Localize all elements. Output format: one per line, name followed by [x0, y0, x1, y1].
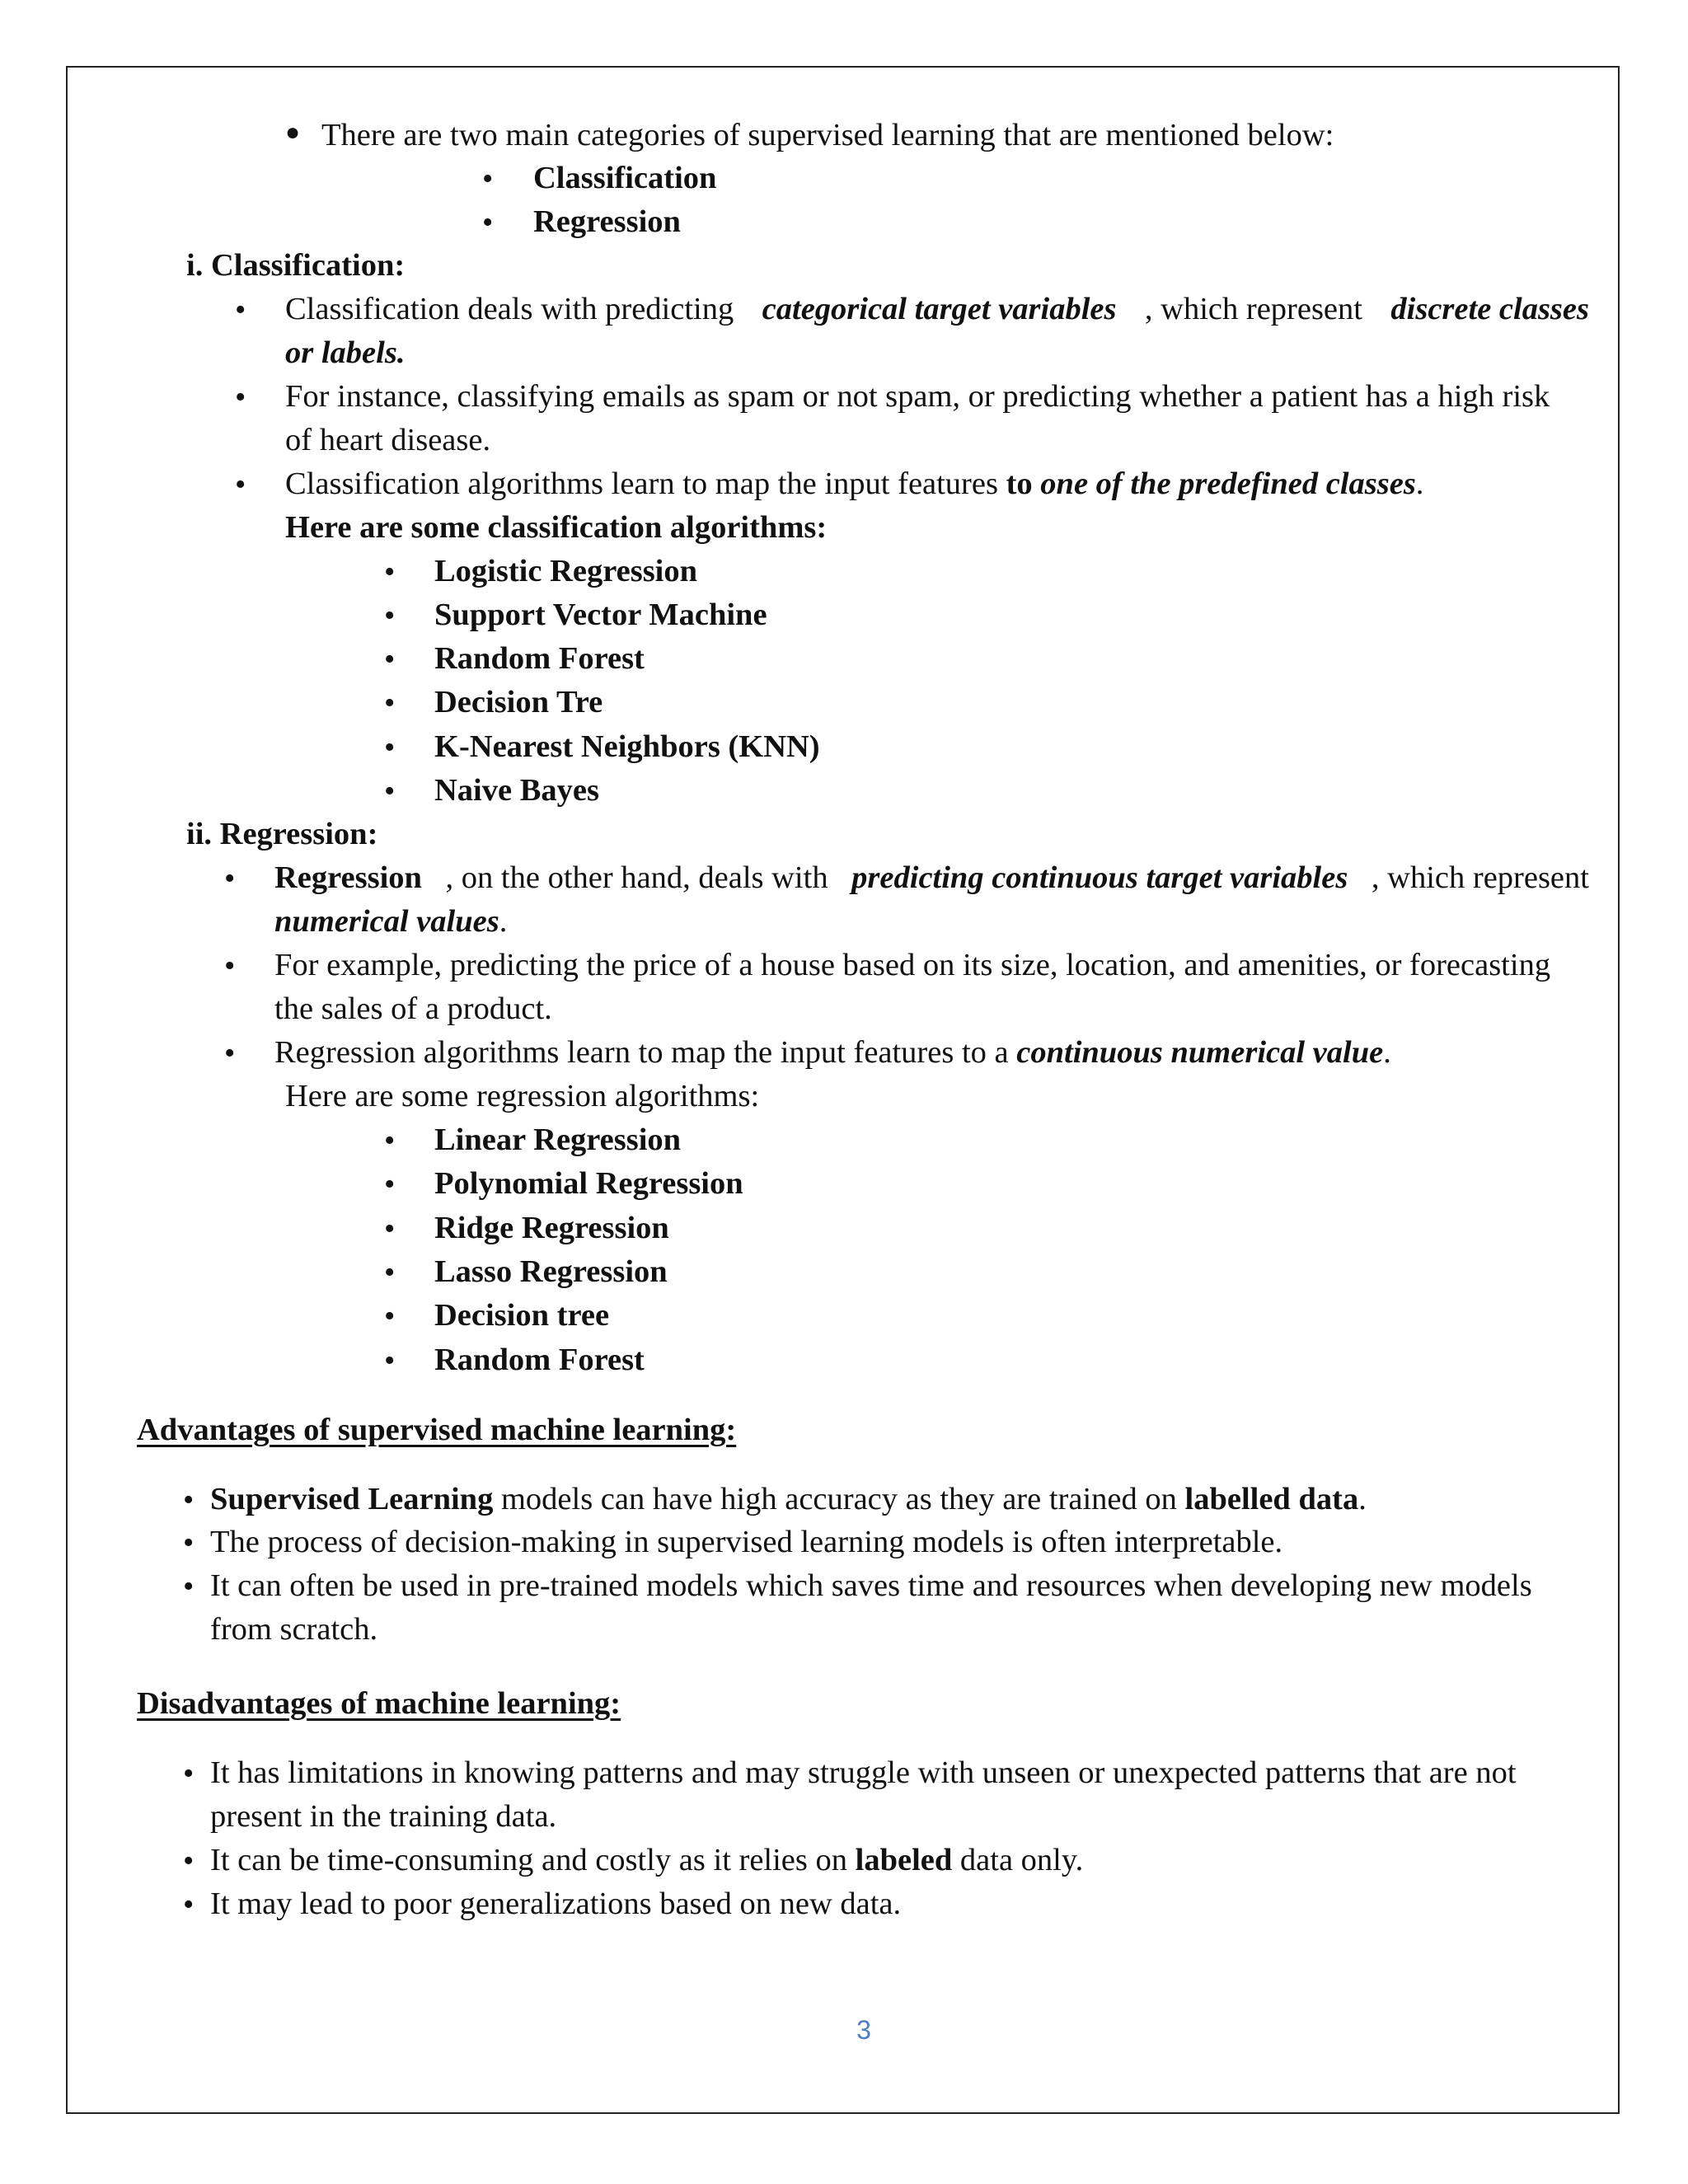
- bullet-icon: •: [482, 162, 494, 196]
- text: Classification deals with predicting: [285, 292, 734, 326]
- disadvantage-item: It may lead to poor generalizations based on new data.: [210, 1886, 902, 1921]
- advantage-item: The process of decision-making in supervised learning models is often interpretable.: [210, 1525, 1283, 1559]
- disadvantages-heading: Disadvantages of machine learning:: [137, 1686, 621, 1721]
- emphasis: Supervised Learning: [210, 1482, 494, 1516]
- algorithm-item: Linear Regression: [434, 1122, 682, 1157]
- text: models can have high accuracy as they are trained on: [493, 1482, 1185, 1516]
- advantage-item: It can often be used in pre-trained models which saves time and resources when developing new models: [210, 1568, 1532, 1603]
- algorithm-item: Decision tree: [434, 1298, 610, 1333]
- advantage-item-cont: from scratch.: [210, 1612, 378, 1647]
- bullet-icon: •: [183, 1526, 195, 1560]
- bullet-icon: •: [384, 1212, 396, 1246]
- bullet-icon: •: [482, 205, 494, 240]
- algorithm-item: Decision Tre: [434, 685, 603, 719]
- regression-point-2: For example, predicting the price of a house based on its size, location, and amenities, or forecasting: [274, 948, 1551, 982]
- algorithm-item: Support Vector Machine: [434, 598, 767, 632]
- algorithm-item: Random Forest: [434, 641, 645, 676]
- emphasis: Regression: [274, 860, 422, 895]
- advantages-heading: Advantages of supervised machine learning:: [137, 1413, 737, 1447]
- bullet-icon: •: [235, 467, 246, 502]
- category-item: Classification: [533, 161, 717, 195]
- algorithm-item: Ridge Regression: [434, 1211, 669, 1245]
- bullet-icon: ●: [285, 119, 301, 146]
- emphasis: continuous numerical value: [1016, 1035, 1384, 1070]
- algorithm-item: K-Nearest Neighbors (KNN): [434, 729, 820, 764]
- advantage-item: [210, 1483, 1367, 1516]
- emphasis: discrete classes: [1390, 292, 1589, 326]
- text: .: [1358, 1482, 1367, 1516]
- regression-point-1-cont: [274, 906, 507, 938]
- algorithm-item: Polynomial Regression: [434, 1166, 743, 1201]
- text: Regression algorithms learn to map the input features to a: [274, 1035, 1017, 1070]
- classification-point-2: For instance, classifying emails as spam or not spam, or predicting whether a patient has a high risk: [285, 379, 1550, 414]
- bullet-icon: •: [384, 598, 396, 633]
- text: .: [499, 904, 508, 939]
- category-item: Regression: [533, 204, 681, 239]
- intro-text: There are two main categories of supervised learning that are mentioned below:: [321, 118, 1334, 152]
- bullet-icon: •: [384, 1343, 396, 1378]
- emphasis: to: [1006, 466, 1041, 501]
- text: Classification algorithms learn to map the input features: [285, 466, 1006, 501]
- classification-point-2-cont: of heart disease.: [285, 423, 491, 457]
- page-number: 3: [856, 2015, 871, 2045]
- regression-algorithms-intro: Here are some regression algorithms:: [285, 1079, 760, 1113]
- algorithm-item: Random Forest: [434, 1343, 645, 1377]
- text: .: [1383, 1035, 1391, 1070]
- emphasis: categorical target variables: [762, 292, 1117, 326]
- text: , which represent: [1144, 292, 1362, 326]
- classification-point-1: [285, 293, 1589, 326]
- bullet-icon: •: [183, 1483, 195, 1517]
- bullet-icon: •: [224, 949, 236, 983]
- bullet-icon: •: [384, 555, 396, 589]
- bullet-icon: •: [384, 774, 396, 808]
- bullet-icon: •: [235, 380, 246, 415]
- classification-point-3: [285, 468, 1423, 500]
- disadvantage-item: [210, 1844, 1083, 1877]
- regression-point-2-cont: the sales of a product.: [274, 991, 552, 1026]
- algorithm-item: Logistic Regression: [434, 554, 698, 588]
- bullet-icon: •: [384, 730, 396, 765]
- bullet-icon: •: [183, 1844, 195, 1878]
- algorithm-item: Lasso Regression: [434, 1254, 668, 1289]
- text: .: [1415, 466, 1424, 501]
- bullet-icon: •: [384, 1299, 396, 1333]
- regression-point-3: [274, 1037, 1391, 1069]
- text: , on the other hand, deals with: [445, 860, 828, 895]
- algorithm-item: Naive Bayes: [434, 773, 599, 808]
- bullet-icon: •: [384, 1167, 396, 1202]
- emphasis: numerical values: [274, 904, 499, 939]
- bullet-icon: •: [224, 861, 236, 896]
- bullet-icon: •: [183, 1756, 195, 1791]
- regression-point-1: [274, 862, 1589, 894]
- text: data only.: [952, 1843, 1084, 1877]
- bullet-icon: •: [384, 686, 396, 720]
- emphasis: predicting continuous target variables: [851, 860, 1348, 895]
- emphasis: one of the predefined classes: [1040, 466, 1416, 501]
- emphasis: labelled data: [1184, 1482, 1359, 1516]
- bullet-icon: •: [384, 1255, 396, 1290]
- regression-heading: ii. Regression:: [186, 817, 378, 851]
- disadvantage-item-cont: present in the training data.: [210, 1799, 557, 1834]
- classification-heading: i. Classification:: [186, 248, 406, 283]
- bullet-icon: •: [384, 1123, 396, 1158]
- text: , which represent: [1371, 860, 1589, 895]
- text: It can be time-consuming and costly as it relies on: [210, 1843, 856, 1877]
- bullet-icon: •: [235, 293, 246, 327]
- bullet-icon: •: [183, 1887, 195, 1922]
- classification-algorithms-intro: Here are some classification algorithms:: [285, 510, 828, 545]
- bullet-icon: •: [384, 642, 396, 677]
- bullet-icon: •: [183, 1569, 195, 1604]
- emphasis: labeled: [855, 1843, 953, 1877]
- disadvantage-item: It has limitations in knowing patterns and may struggle with unseen or unexpected patterns that are not: [210, 1755, 1517, 1790]
- classification-point-1-cont: or labels.: [285, 335, 406, 370]
- bullet-icon: •: [224, 1036, 236, 1071]
